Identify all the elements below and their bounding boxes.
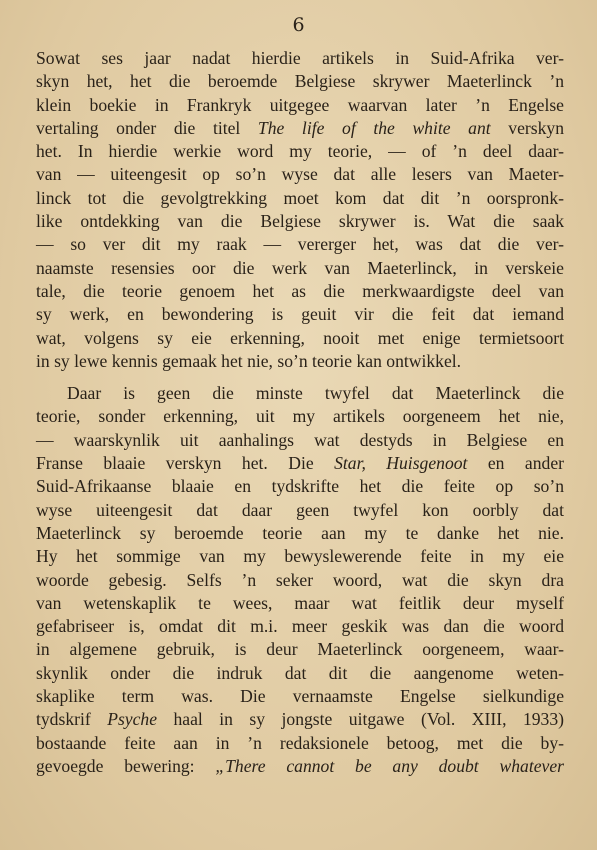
text-line: tale, die teorie genoem het as die merkwaardigste deel van [36, 280, 564, 301]
text-line: het. In hierdie werkie word my teorie, — of ’n deel daar- [36, 141, 564, 162]
text-line: linck tot die gevolgtrekking moet kom dat dit ’n oorspronk- [36, 187, 564, 208]
text-segment: en ander [467, 453, 564, 474]
text-line: skyn het, het die beroemde Belgiese skrywer Maeterlinck ’n [36, 71, 564, 92]
text-line: Suid-Afrikaanse blaaie en tydskrifte het die feite op so’n [36, 476, 564, 497]
paragraph [36, 382, 564, 778]
text-line: teorie, sonder erkenning, uit my artikels oorgeneem het nie, [36, 406, 564, 427]
text-line [36, 755, 564, 778]
page-number: 6 [292, 14, 305, 36]
text-line [36, 452, 564, 475]
text-line: in algemene gebruik, is deur Maeterlinck oorgeneem, waar- [36, 639, 564, 660]
text-line: Sowat ses jaar nadat hierdie artikels in Suid-Afrika ver- [36, 48, 564, 68]
text-segment: vertaling onder die titel [36, 117, 258, 138]
text-segment: gevoegde bewering: [36, 755, 216, 776]
paragraph [36, 47, 564, 373]
text-line: skaplike term was. Die vernaamste Engelse sielkundige [36, 686, 564, 707]
text-segment: haal in sy jongste uitgawe (Vol. XIII, 1933) [157, 709, 564, 730]
text-line: Hy het sommige van my bewyslewerende feite in my eie [36, 546, 564, 567]
text-line: Maeterlinck sy beroemde teorie aan my te danke het nie. [36, 522, 564, 543]
text-line: — so ver dit my raak — vererger het, was dat die ver- [36, 234, 564, 255]
text-line: wyse uiteengesit dat daar geen twyfel kon oorbly dat [36, 499, 564, 520]
text-line: wat, volgens sy eie erkenning, nooit met enige termietsoort [36, 327, 564, 348]
text-line: sy werk, en bewondering is geuit vir die feit dat iemand [36, 304, 564, 325]
text-segment: verskyn [490, 117, 564, 138]
paragraph-gap [36, 373, 564, 382]
text-line: woorde gebesig. Selfs ’n seker woord, wat die skyn dra [36, 569, 564, 590]
text-line: like ontdekking van die Belgiese skrywer is. Wat die saak [36, 211, 564, 232]
text-line: — waarskynlik uit aanhalings wat destyds in Belgiese en [36, 429, 564, 450]
body-text [36, 47, 564, 778]
text-line: van — uiteengesit op so’n wyse dat alle lesers van Maeter- [36, 164, 564, 185]
italic-text: The life of the white ant [257, 117, 491, 138]
text-line [36, 117, 564, 140]
italic-text: „There cannot be any doubt whatever [215, 755, 564, 776]
text-line: Daar is geen die minste twyfel dat Maeterlinck die [67, 383, 564, 404]
text-line: naamste resensies oor die werk van Maeterlinck, in verskeie [36, 257, 564, 278]
text-segment: Franse blaaie verskyn het. Die [36, 453, 335, 474]
text-line: gefabriseer is, omdat dit m.i. meer geskik was dan die woord [36, 616, 564, 637]
text-line: skynlik onder die indruk dat dit die aangenome weten- [36, 662, 564, 683]
text-line: bostaande feite aan in ’n redaksionele betoog, met die by- [36, 732, 564, 753]
text-line [36, 708, 564, 731]
text-line: in sy lewe kennis gemaak het nie, so’n teorie kan ontwikkel. [36, 350, 462, 371]
italic-text: Star, Huisgenoot [334, 453, 468, 474]
italic-text: Psyche [107, 709, 158, 730]
text-segment: tydskrif [36, 709, 108, 730]
text-line: van wetenskaplik te wees, maar wat feitlik deur myself [36, 592, 564, 613]
text-line: klein boekie in Frankryk uitgegee waarvan later ’n Engelse [36, 94, 564, 115]
